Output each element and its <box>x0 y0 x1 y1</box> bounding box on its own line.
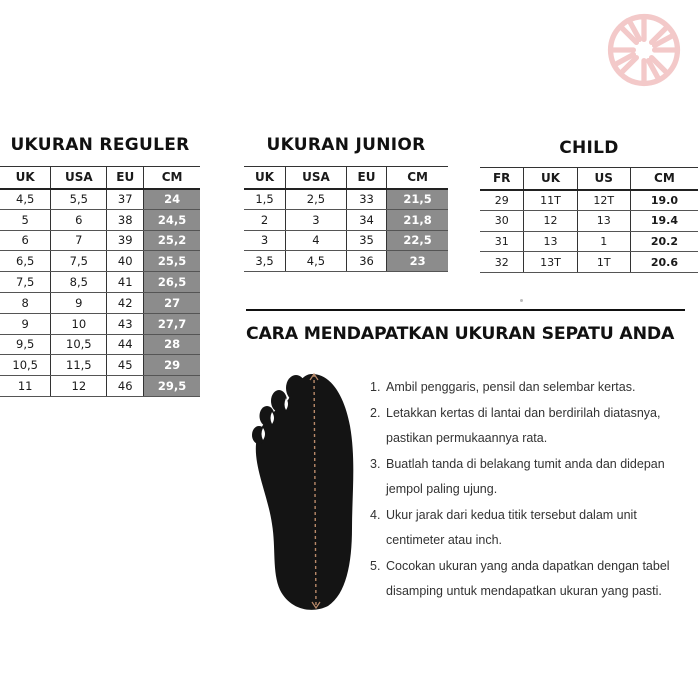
list-item-continuation: pastikan permukaannya rata. <box>386 431 548 445</box>
step-number: 4. <box>370 507 381 522</box>
cell-eu: 36 <box>346 251 386 272</box>
cell-cm: 26,5 <box>144 272 200 293</box>
table-row <box>0 209 200 230</box>
header-cm: CM <box>630 168 698 190</box>
junior-table <box>244 166 448 272</box>
cell-uk: 1,5 <box>244 189 286 210</box>
cell-uk: 8 <box>0 292 51 313</box>
step-number: 2. <box>370 405 381 420</box>
cell-uk: 13 <box>524 231 577 252</box>
cell-fr: 29 <box>480 190 524 211</box>
cell-cm: 28 <box>144 334 200 355</box>
cell-cm: 24 <box>144 189 200 210</box>
list-item <box>370 554 695 580</box>
step-text: Ukur jarak dari kedua titik tersebut dalam unit <box>386 507 637 522</box>
cell-uk: 6 <box>0 230 51 251</box>
header-cm: CM <box>387 167 448 189</box>
header-uk: UK <box>524 168 577 190</box>
table-row <box>480 231 698 252</box>
table-row <box>480 252 698 273</box>
cell-cm: 20.6 <box>630 252 698 273</box>
cell-eu: 44 <box>107 334 144 355</box>
cell-usa: 7 <box>51 230 107 251</box>
header-usa: USA <box>51 167 107 189</box>
cell-eu: 46 <box>107 376 144 397</box>
cell-uk: 12 <box>524 210 577 231</box>
cell-usa: 9 <box>51 292 107 313</box>
guide-title: CARA MENDAPATKAN UKURAN SEPATU ANDA <box>246 324 675 344</box>
list-item-continuation: disamping untuk mendapatkan ukuran yang pasti. <box>386 584 662 598</box>
cell-uk: 9,5 <box>0 334 51 355</box>
cell-eu: 45 <box>107 355 144 376</box>
cell-usa: 2,5 <box>286 189 347 210</box>
junior-title: UKURAN JUNIOR <box>266 135 426 155</box>
table-row <box>244 209 448 230</box>
cell-eu: 37 <box>107 189 144 210</box>
table-row <box>0 313 200 334</box>
cell-cm: 29,5 <box>144 376 200 397</box>
cell-uk: 6,5 <box>0 251 51 272</box>
table-row <box>0 272 200 293</box>
step-text: Cocokan ukuran yang anda dapatkan dengan tabel <box>386 558 670 573</box>
cell-eu: 41 <box>107 272 144 293</box>
cell-cm: 25,2 <box>144 230 200 251</box>
cell-eu: 43 <box>107 313 144 334</box>
table-row <box>0 355 200 376</box>
table-row <box>244 251 448 272</box>
table-header-row <box>480 168 698 190</box>
list-item-continuation: jempol paling ujung. <box>386 482 498 496</box>
table-row <box>0 189 200 210</box>
table-row <box>0 230 200 251</box>
child-table <box>480 167 698 273</box>
cell-usa: 3 <box>286 209 347 230</box>
header-us: US <box>577 168 630 190</box>
table-header-row <box>244 167 448 189</box>
step-text: Buatlah tanda di belakang tumit anda dan didepan <box>386 456 665 471</box>
cell-eu: 38 <box>107 209 144 230</box>
list-item <box>370 452 695 478</box>
cell-eu: 40 <box>107 251 144 272</box>
cell-uk: 3,5 <box>244 251 286 272</box>
header-fr: FR <box>480 168 524 190</box>
cell-cm: 21,5 <box>387 189 448 210</box>
header-cm: CM <box>144 167 200 189</box>
step-number: 5. <box>370 558 381 573</box>
section-divider <box>246 309 685 311</box>
cell-us: 1T <box>577 252 630 273</box>
list-item <box>370 375 695 401</box>
cell-fr: 32 <box>480 252 524 273</box>
cell-fr: 30 <box>480 210 524 231</box>
cell-usa: 5,5 <box>51 189 107 210</box>
list-item <box>370 503 695 529</box>
cell-usa: 12 <box>51 376 107 397</box>
cell-usa: 6 <box>51 209 107 230</box>
cell-cm: 27 <box>144 292 200 313</box>
brand-logo-icon <box>606 12 682 88</box>
guide-steps-list <box>370 375 695 605</box>
table-row <box>0 251 200 272</box>
cell-fr: 31 <box>480 231 524 252</box>
cell-cm: 22,5 <box>387 230 448 251</box>
child-size-chart <box>480 138 698 273</box>
header-uk: UK <box>0 167 51 189</box>
list-item-continuation: centimeter atau inch. <box>386 533 503 547</box>
table-row <box>480 210 698 231</box>
cell-usa: 7,5 <box>51 251 107 272</box>
cell-cm: 23 <box>387 251 448 272</box>
cell-usa: 11,5 <box>51 355 107 376</box>
cell-eu: 35 <box>346 230 386 251</box>
junior-size-chart <box>244 135 448 272</box>
foot-silhouette-icon <box>246 368 358 612</box>
cell-usa: 4,5 <box>286 251 347 272</box>
cell-uk: 11T <box>524 190 577 211</box>
reguler-table <box>0 166 200 397</box>
cell-uk: 9 <box>0 313 51 334</box>
cell-usa: 10,5 <box>51 334 107 355</box>
cell-uk: 4,5 <box>0 189 51 210</box>
table-row <box>244 230 448 251</box>
cell-uk: 5 <box>0 209 51 230</box>
cell-eu: 39 <box>107 230 144 251</box>
cell-uk: 2 <box>244 209 286 230</box>
header-eu: EU <box>107 167 144 189</box>
header-eu: EU <box>346 167 386 189</box>
reguler-title: UKURAN REGULER <box>10 135 190 155</box>
cell-us: 1 <box>577 231 630 252</box>
decorative-dot <box>520 299 523 302</box>
list-item <box>370 401 695 427</box>
step-number: 3. <box>370 456 381 471</box>
cell-uk: 13T <box>524 252 577 273</box>
step-number: 1. <box>370 380 381 394</box>
cell-usa: 10 <box>51 313 107 334</box>
step-text: Letakkan kertas di lantai dan berdirilah diatasnya, <box>386 405 661 420</box>
header-usa: USA <box>286 167 347 189</box>
cell-uk: 3 <box>244 230 286 251</box>
cell-cm: 20.2 <box>630 231 698 252</box>
cell-cm: 25,5 <box>144 251 200 272</box>
table-row <box>0 334 200 355</box>
cell-usa: 8,5 <box>51 272 107 293</box>
cell-uk: 10,5 <box>0 355 51 376</box>
reguler-size-chart <box>0 135 200 397</box>
cell-uk: 11 <box>0 376 51 397</box>
cell-cm: 19.0 <box>630 190 698 211</box>
cell-cm: 24,5 <box>144 209 200 230</box>
step-text: Ambil penggaris, pensil dan selembar kertas. <box>386 380 636 394</box>
header-uk: UK <box>244 167 286 189</box>
cell-cm: 21,8 <box>387 209 448 230</box>
table-row <box>244 189 448 210</box>
cell-eu: 34 <box>346 209 386 230</box>
table-row <box>0 376 200 397</box>
cell-us: 13 <box>577 210 630 231</box>
table-header-row <box>0 167 200 189</box>
cell-eu: 33 <box>346 189 386 210</box>
cell-eu: 42 <box>107 292 144 313</box>
cell-cm: 27,7 <box>144 313 200 334</box>
child-title: CHILD <box>559 138 619 158</box>
table-row <box>480 190 698 211</box>
table-row <box>0 292 200 313</box>
cell-usa: 4 <box>286 230 347 251</box>
cell-cm: 19.4 <box>630 210 698 231</box>
cell-us: 12T <box>577 190 630 211</box>
cell-cm: 29 <box>144 355 200 376</box>
cell-uk: 7,5 <box>0 272 51 293</box>
